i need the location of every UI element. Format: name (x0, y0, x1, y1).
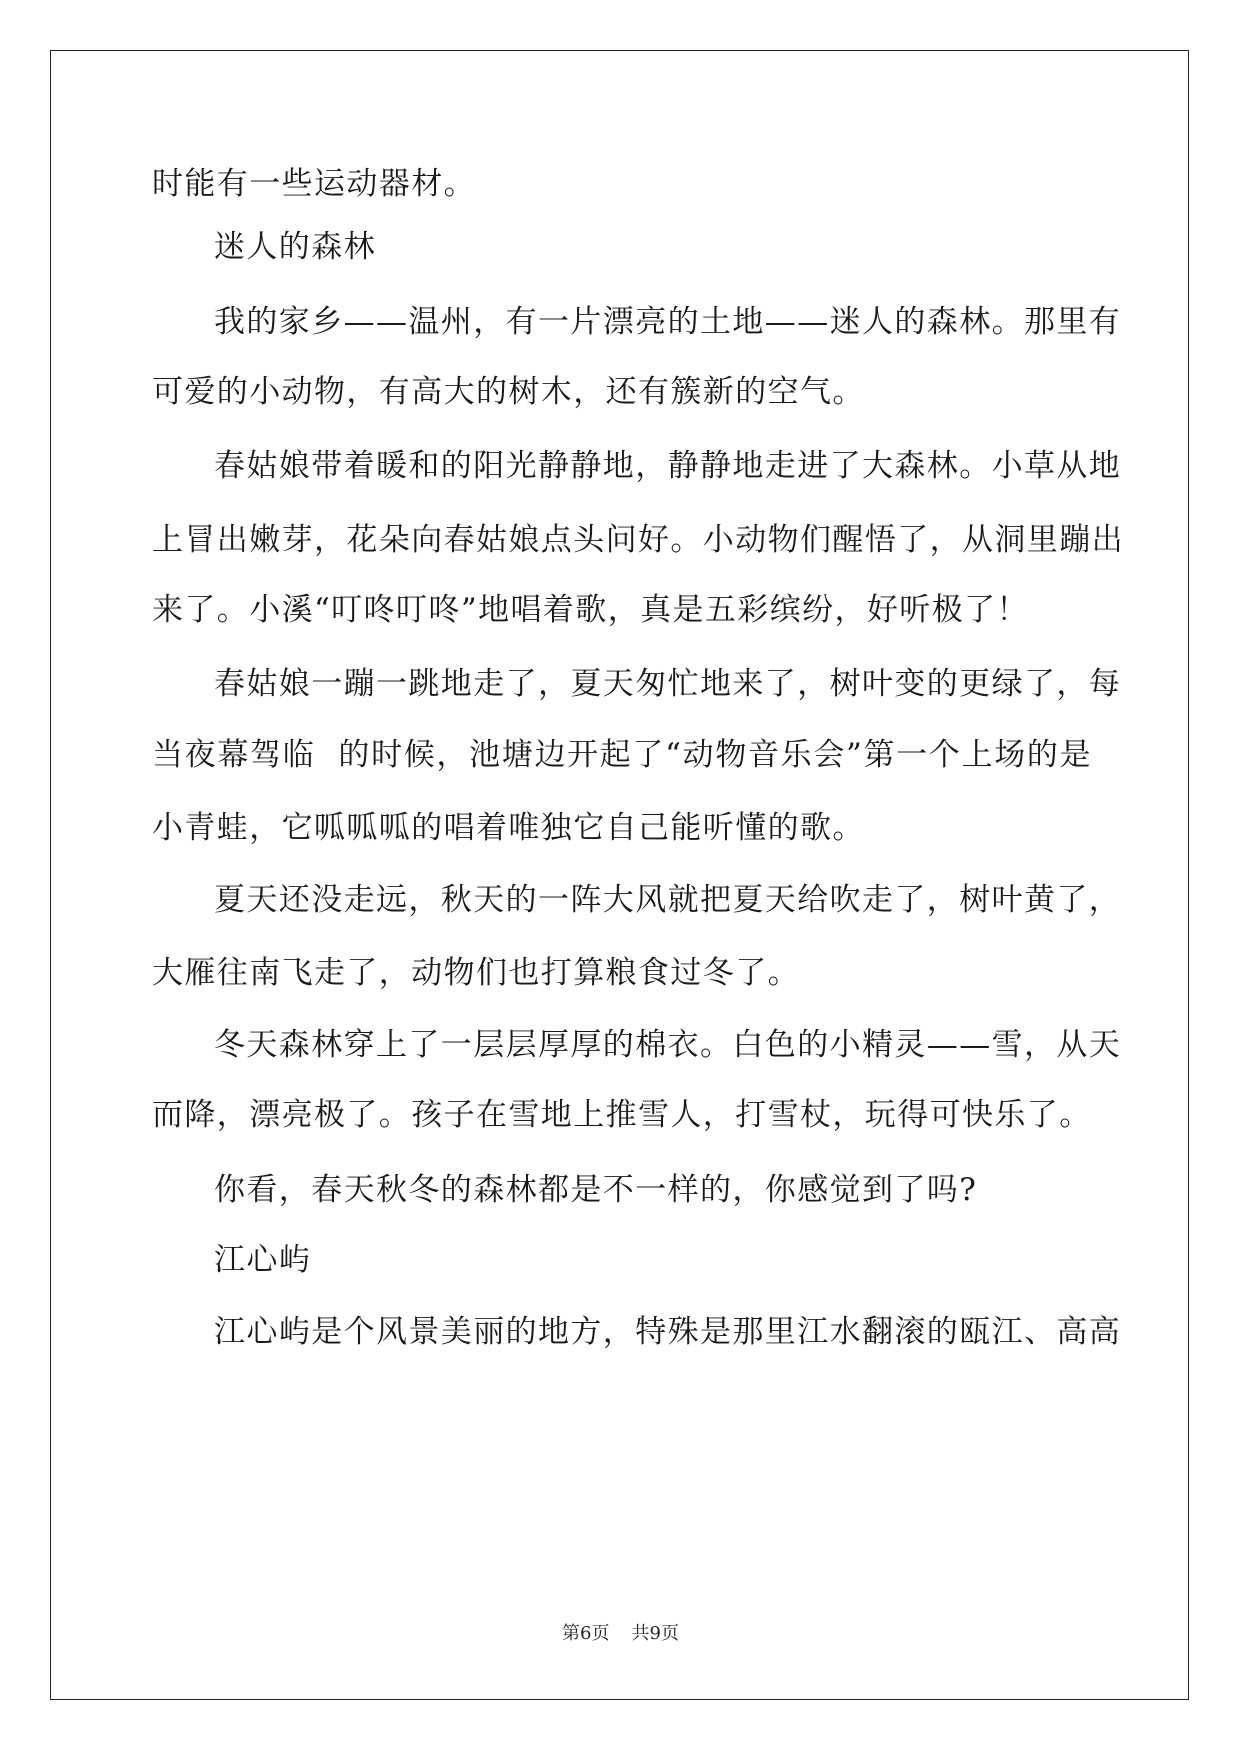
text-line: 当夜幕驾临 的时候，池塘边开起了“动物音乐会”第一个上场的是 (152, 737, 1092, 773)
text-line: 来了。小溪“叮咚叮咚”地唱着歌，真是五彩缤纷，好听极了！ (152, 592, 1029, 628)
text-line: 可爱的小动物，有高大的树木，还有簇新的空气。 (152, 374, 865, 410)
section-heading: 江心屿 (214, 1242, 312, 1278)
text-line: 春姑娘带着暖和的阳光静静地，静静地走进了大森林。小草从地 (214, 448, 1122, 484)
text-line: 上冒出嫩芽，花朵向春姑娘点头问好。小动物们醒悟了，从洞里蹦出 (152, 522, 1124, 558)
text-line: 夏天还没走远，秋天的一阵大风就把夏天给吹走了，树叶黄了， (214, 882, 1122, 918)
text-line: 大雁往南飞走了，动物们也打算粮食过冬了。 (152, 955, 800, 991)
text-line: 江心屿是个风景美丽的地方，特殊是那里江水翻滚的瓯江、高高 (214, 1314, 1122, 1350)
text-line: 而降，漂亮极了。孩子在雪地上推雪人，打雪杖，玩得可快乐了。 (152, 1097, 1092, 1133)
text-line: 你看，春天秋冬的森林都是不一样的，你感觉到了吗? (214, 1172, 978, 1208)
text-line: 时能有一些运动器材。 (152, 166, 476, 202)
page-footer (0, 1622, 1241, 1646)
section-heading: 迷人的森林 (214, 229, 376, 265)
text-line: 小青蛙，它呱呱呱的唱着唯独它自己能听懂的歌。 (152, 810, 865, 846)
text-line: 我的家乡——温州，有一片漂亮的土地——迷人的森林。那里有 (214, 304, 1122, 340)
page-number: 第6页 (562, 1623, 610, 1644)
total-pages: 共9页 (631, 1623, 679, 1644)
text-line: 春姑娘一蹦一跳地走了，夏天匆忙地来了，树叶变的更绿了，每 (214, 666, 1122, 702)
text-line: 冬天森林穿上了一层层厚厚的棉衣。白色的小精灵——雪，从天 (214, 1027, 1122, 1063)
page-border (50, 50, 1189, 1700)
